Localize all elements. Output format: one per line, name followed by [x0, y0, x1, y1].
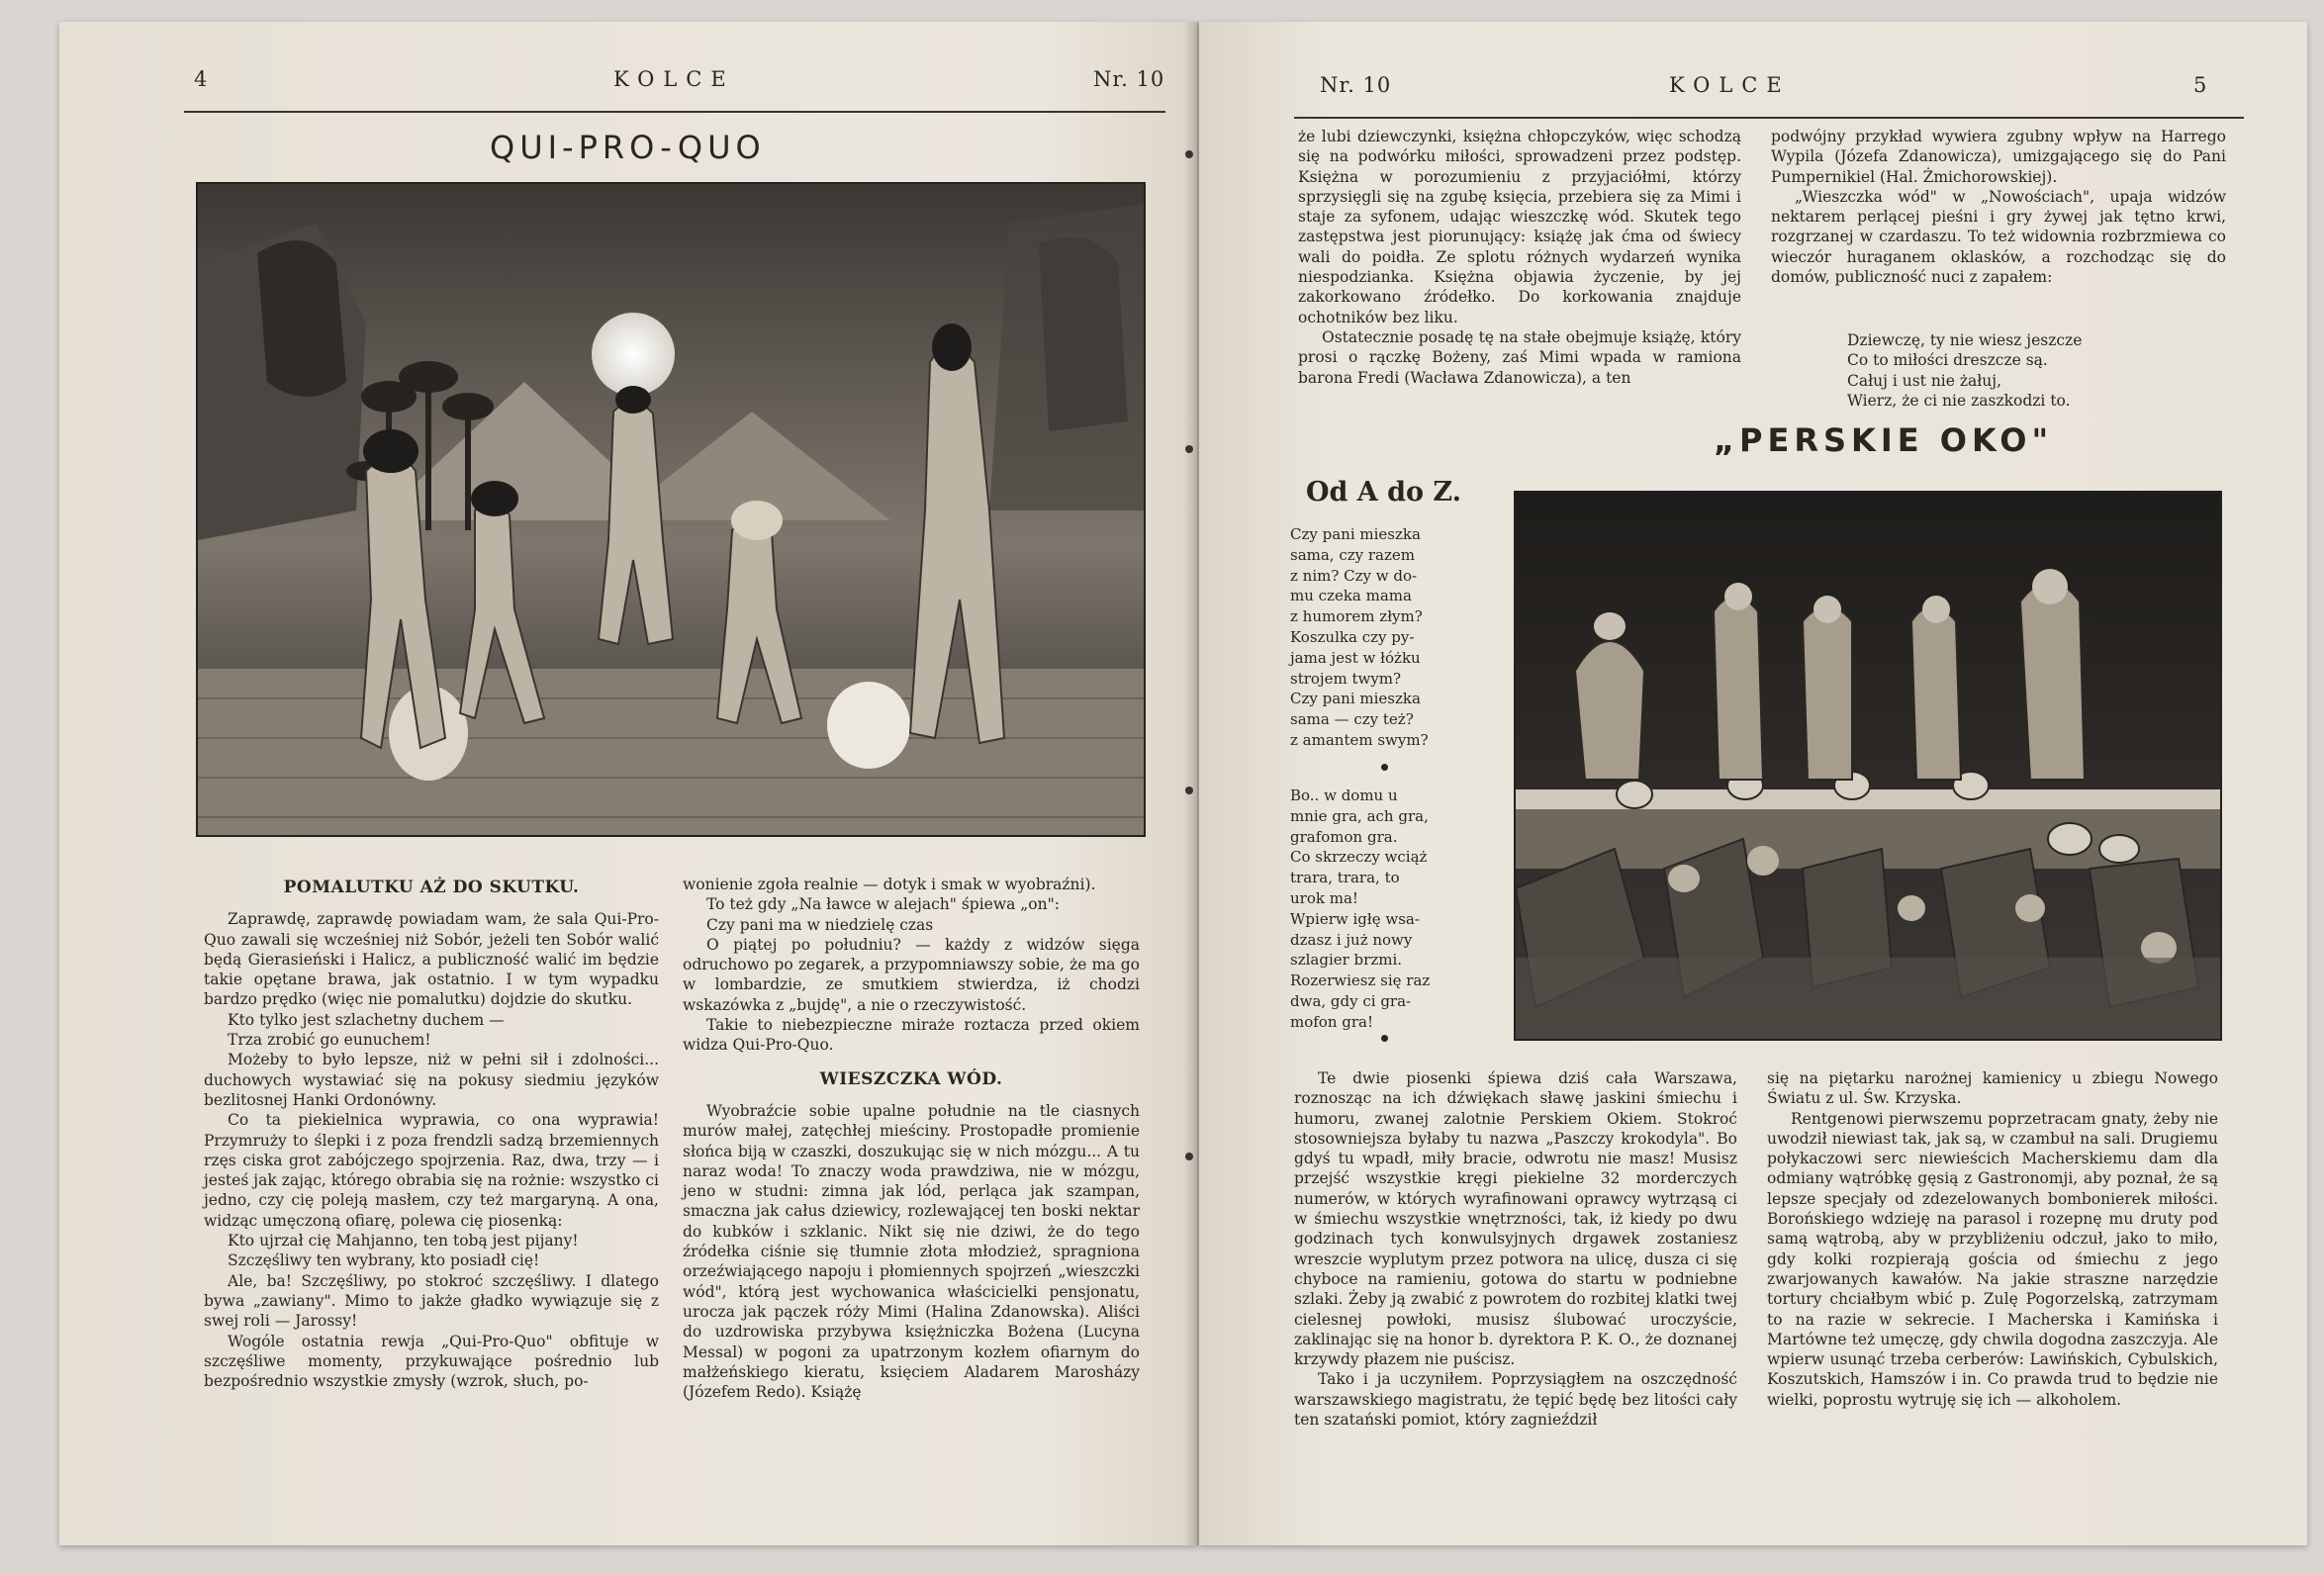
- poem-line: szlagier brzmi.: [1290, 951, 1403, 970]
- poem-title: Od A do Z.: [1306, 477, 1462, 508]
- paragraph: Co ta piekielnica wyprawia, co ona wyprawia! Przymruży to ślepki i z poza frendzli sadzą brzemiennych rzęs ciska grot zabójczego spojrzenia. Raz, dwa, trzy — i jesteś jak zając, którego obrabia się na rożnie: wszystko ci jedno, czy cię poleją masłem, czy też margaryną. A ona, widząc umęczoną ofiarę, polewa cię piosenką:: [204, 1111, 659, 1230]
- staple-hole: [1185, 1153, 1193, 1160]
- photo-qui-pro-quo-revue: [196, 182, 1146, 837]
- paragraph: że lubi dziewczynki, księżna chłopczyków, więc schodzą się na podwórku miłości, sprowadzeni przez podstęp. Księżna w porozumieniu z przyjaciółmi, którzy sprzysięgli się na zgubę księcia, przebiera się za Mimi i staje za syfonem, udając wieszczkę wód. Skutek tego zastępstwa jest piorunujący: książę jak ćma od świecy wali do poidła. Ze splotu różnych wydarzeń wynika niespodzianka. Księżna objawia życzenie, by jej zakorkowano źródełko. Do korkowania znajduje ochotników bez liku.: [1298, 128, 1741, 326]
- header-rule-left: [184, 111, 1165, 113]
- poem-line: sama — czy też?: [1290, 710, 1414, 729]
- paragraph: O piątej po południu? — każdy z widzów sięga odruchowo po zegarek, a przypomniawszy sobie, że ma go w lombardzie, ze smutkiem stwierdza, iż chodzi wskazówka z „bujdę", a nie o rzeczywistość.: [683, 935, 1140, 1014]
- song-line: Dziewczę, ty nie wiesz jeszcze: [1847, 331, 2083, 349]
- poem-line: Czy pani mieszka: [1290, 525, 1421, 543]
- paragraph: podwójny przykład wywiera zgubny wpływ na Harrego Wypila (Józefa Zdanowicza), umizgającego się do Pani Pumpernikiel (Hal. Żmichorowskiej).: [1771, 128, 2226, 186]
- paragraph: Możeby to było lepsze, niż w pełni sił i zdolności... duchowych wystawiać się na pokusy siedmiu języków bezlitosnej Hanki Ordonówny.: [204, 1051, 659, 1109]
- heading-wieszczka-wod: WIESZCZKA WÓD.: [819, 1068, 1003, 1089]
- paragraph: Ale, ba! Szczęśliwy, po stokroć szczęśliwy. I dlatego bywa „zawiany". Mimo to jakże gładko wywiązuje się z swej roli — Jarossy!: [204, 1271, 659, 1331]
- poem-line: z humorem złym?: [1290, 607, 1423, 626]
- poem-line: dwa, gdy ci gra-: [1290, 991, 1412, 1010]
- song-line: Co to miłości dreszcze są.: [1847, 351, 2048, 370]
- paragraph: Zaprawdę, zaprawdę powiadam wam, że sala Qui-Pro-Quo zawali się wcześniej niż Sobór, jeżeli ten Sobór walić będą Gierasieński i Halicz, a publiczność walić im będzie takie opętane brawa, jak ostatnio. I w tym wypadku bardzo prędko (więc nie pomalutku) dojdzie do skutku.: [204, 910, 659, 1009]
- issue-number-right: Nr. 10: [1320, 73, 1392, 97]
- poem-line: Wpierw igłę wsa-: [1290, 909, 1420, 928]
- paragraph: Wyobraźcie sobie upalne południe na tle ciasnych murów małej, zatęchłej mieściny. Prostopadłe promienie słońca biją w czaszki, doszukując się w nich mózgu... A tu naraz woda! To znaczy woda prawdziwa, nie w mózgu, jeno w studni: zimna jak lód, perląca jak szampan, smaczna jak całus dziewicy, rozlewającej ten boski nektar do kubków i szklanic. Nikt się nie dziwi, że do tego źródełka ciśnie się tłumnie złota młodzież, spragniona orzeźwiającego napoju i płomiennych spojrzeń „wieszczki wód", którą jest wychowanica właścicielki pensjonatu, urocza jak pączek róży Mimi (Halina Zdanowska). Aliści do uzdrowiska przybywa księżniczka Bożena (Lucyna Messal) w pogoni za upatrzonym kozłem ofiarnym do małżeńskiego kieratu, księciem Aladarem Marosházy (Józefem Redo). Książę: [683, 1101, 1140, 1402]
- song-line: Wierz, że ci nie zaszkodzi to.: [1847, 391, 2071, 410]
- poem-line: mu czeka mama: [1290, 587, 1412, 605]
- poem-stanza-2: [1290, 786, 1430, 1033]
- poem-line: Co skrzeczy wciąż: [1290, 848, 1428, 867]
- verse-line: Czy pani ma w niedzielę czas: [706, 915, 934, 934]
- staple-hole: [1185, 445, 1193, 453]
- page-number-left: 4: [194, 67, 209, 91]
- poem-line: mnie gra, ach gra,: [1290, 806, 1429, 825]
- verse-line: Trza zrobić go eunuchem!: [228, 1031, 431, 1050]
- column-wieszczka-continued: [1298, 127, 1741, 388]
- poem-line: grafomon gra.: [1290, 827, 1398, 846]
- poem-line: z nim? Czy w do-: [1290, 566, 1418, 585]
- poem-line: jama jest w łóżku: [1290, 648, 1421, 667]
- paragraph: „Wieszczka wód" w „Nowościach", upaja widzów nektarem perlącej pieśni i gry żywej jak tętno krwi, rozgrzanej w czardaszu. To też widownia rozbrzmiewa co wieczór huraganem oklasków, a rozchodząc się do domów, publiczność nuci z zapałem:: [1771, 187, 2226, 287]
- poem-line: sama, czy razem: [1290, 545, 1416, 564]
- song-line: Całuj i ust nie żałuj,: [1847, 371, 2002, 390]
- poem-line: Rozerwiesz się raz: [1290, 972, 1431, 990]
- column-perskie-oko-1: [1294, 1068, 1737, 1430]
- photo-perskie-oko-revue: [1514, 491, 2222, 1041]
- magazine-name-right: KOLCE: [1669, 73, 1791, 97]
- paragraph: Wogóle ostatnia rewja „Qui-Pro-Quo" obfituje w szczęśliwe momenty, przykuwające pośrednio lub bezpośrednio wszystkie zmysły (wzrok, słuch, po-: [204, 1332, 659, 1391]
- header-rule-right: [1294, 117, 2244, 119]
- song-verse: [1847, 330, 2082, 411]
- separator-dot: [1381, 764, 1388, 771]
- poem-line: Czy pani mieszka: [1290, 690, 1421, 708]
- paragraph: To też gdy „Na ławce w alejach" śpiewa „on":: [706, 895, 1060, 914]
- paragraph: Tako i ja uczyniłem. Poprzysiągłem na oszczędność warszawskiego magistratu, że tępić będę bez litości cały ten szatański pomiot, który zagnieździł: [1294, 1370, 1737, 1430]
- left-page: [59, 22, 1197, 1545]
- verse-line: Szczęśliwy ten wybrany, kto posiadł cię!: [228, 1251, 540, 1270]
- poem-line: Bo.. w domu u: [1290, 787, 1398, 804]
- paragraph: Te dwie piosenki śpiewa dziś cała Warszawa, roznosząc na ich dźwiękach sławę jaskini śmiechu i humoru, zwanej zalotnie Perskiem Okiem. Stokroć stosowniejsza byłaby tu nazwa „Paszczy krokodyla". Bo gdyś tu wpadł, miły bracie, odwrotu nie masz! Musisz przejść wszystkie kręgi piekielne 32 morderczych numerów, w których wyrafinowani oprawcy wytrząsą ci w śmiechu wszystkie wnętrzności, tak, iż kiedy po dwu godzinach tych konwulsyjnych drgawek zostaniesz wreszcie wyplutym przez potwora na ulicę, dusza ci się chyboce na ramieniu, gotowa do startu w podniebne szlaki. Żeby ją zwabić z powrotem do rozbitej klatki twej cielesnej powłoki, musisz ślubować uroczyście, zaklinając się na honor b. dyrektora P. K. O., że doznanej krzywdy płazem nie puścisz.: [1294, 1069, 1737, 1369]
- poem-line: mofon gra!: [1290, 1012, 1374, 1031]
- paragraph: się na piętarku narożnej kamienicy u zbiegu Nowego Światu z ul. Św. Krzyska.: [1767, 1069, 2218, 1108]
- column-pomalutku: [204, 878, 659, 1391]
- column-perskie-oko-2: [1767, 1068, 2218, 1410]
- staple-hole: [1185, 787, 1193, 794]
- poem-line: Koszulka czy py-: [1290, 627, 1415, 646]
- poem-line: z amantem swym?: [1290, 730, 1429, 749]
- article-title-perskie-oko: „PERSKIE OKO": [1714, 421, 2054, 459]
- poem-line: strojem twym?: [1290, 669, 1402, 688]
- magazine-name-left: KOLCE: [613, 67, 735, 91]
- verse-line: Kto ujrzał cię Mahjanno, ten tobą jest pijany!: [228, 1232, 579, 1250]
- heading-pomalutku: POMALUTKU AŻ DO SKUTKU.: [283, 878, 580, 897]
- staple-hole: [1185, 150, 1193, 158]
- poem-line: dzasz i już nowy: [1290, 930, 1413, 949]
- paragraph: Ostatecznie posadę tę na stałe obejmuje książę, który prosi o rączkę Bożeny, zaś Mimi wpada w ramiona barona Fredi (Wacława Zdanowicza), a ten: [1298, 327, 1741, 387]
- issue-number-left: Nr. 10: [1093, 67, 1165, 91]
- column-wieszczka-end: [1771, 127, 2226, 287]
- paragraph: Rentgenowi pierwszemu poprzetracam gnaty, żeby nie uwodził niewiast tak, jak są, w czambuł na sali. Drugiemu połykaczowi serc niewieścich Macherskiemu dam dla odmiany wątróbkę gęsią z Gastronomji, aby poznał, że są lepsze specjały od zdezelowanych bombonierek miłości. Borońskiego wdzieję na parasol i rozepnę mu druty pod samą wątrobą, aby w przybliżeniu odczuł, jako to miło, gdy kolki rozpierają gościa od śmiechu z jego zwarjowanych kawałów. Na jakie straszne narzędzie tortury chciałbym wbić p. Zulę Pogorzelską, zatrzymam to na razie w sekrecie. I Macherska i Kamińska i Martówne też umęczę, gdy chwila dogodna zaszczyja. Ale wpierw usunąć trzeba cerberów: Lawińskich, Cybulskich, Koszutskich, Hamszów i in. Co prawda trud to będzie nie wielki, poprostu wytruję się ich — alkoholem.: [1767, 1109, 2218, 1409]
- separator-dot: [1381, 1035, 1388, 1042]
- verse-line: Kto tylko jest szlachetny duchem —: [228, 1010, 505, 1029]
- page-number-right: 5: [2193, 73, 2208, 97]
- paragraph: wonienie zgoła realnie — dotyk i smak w wyobraźni).: [683, 876, 1096, 893]
- poem-line: urok ma!: [1290, 888, 1358, 907]
- poem-stanza-1: [1290, 524, 1429, 751]
- paragraph: Takie to niebezpieczne miraże roztacza przed okiem widza Qui-Pro-Quo.: [683, 1016, 1140, 1055]
- article-title-qui-pro-quo: QUI-PRO-QUO: [490, 129, 766, 166]
- column-qpq-continued: [683, 875, 1140, 1402]
- poem-line: trara, trara, to: [1290, 869, 1400, 887]
- right-page: [1199, 22, 2307, 1545]
